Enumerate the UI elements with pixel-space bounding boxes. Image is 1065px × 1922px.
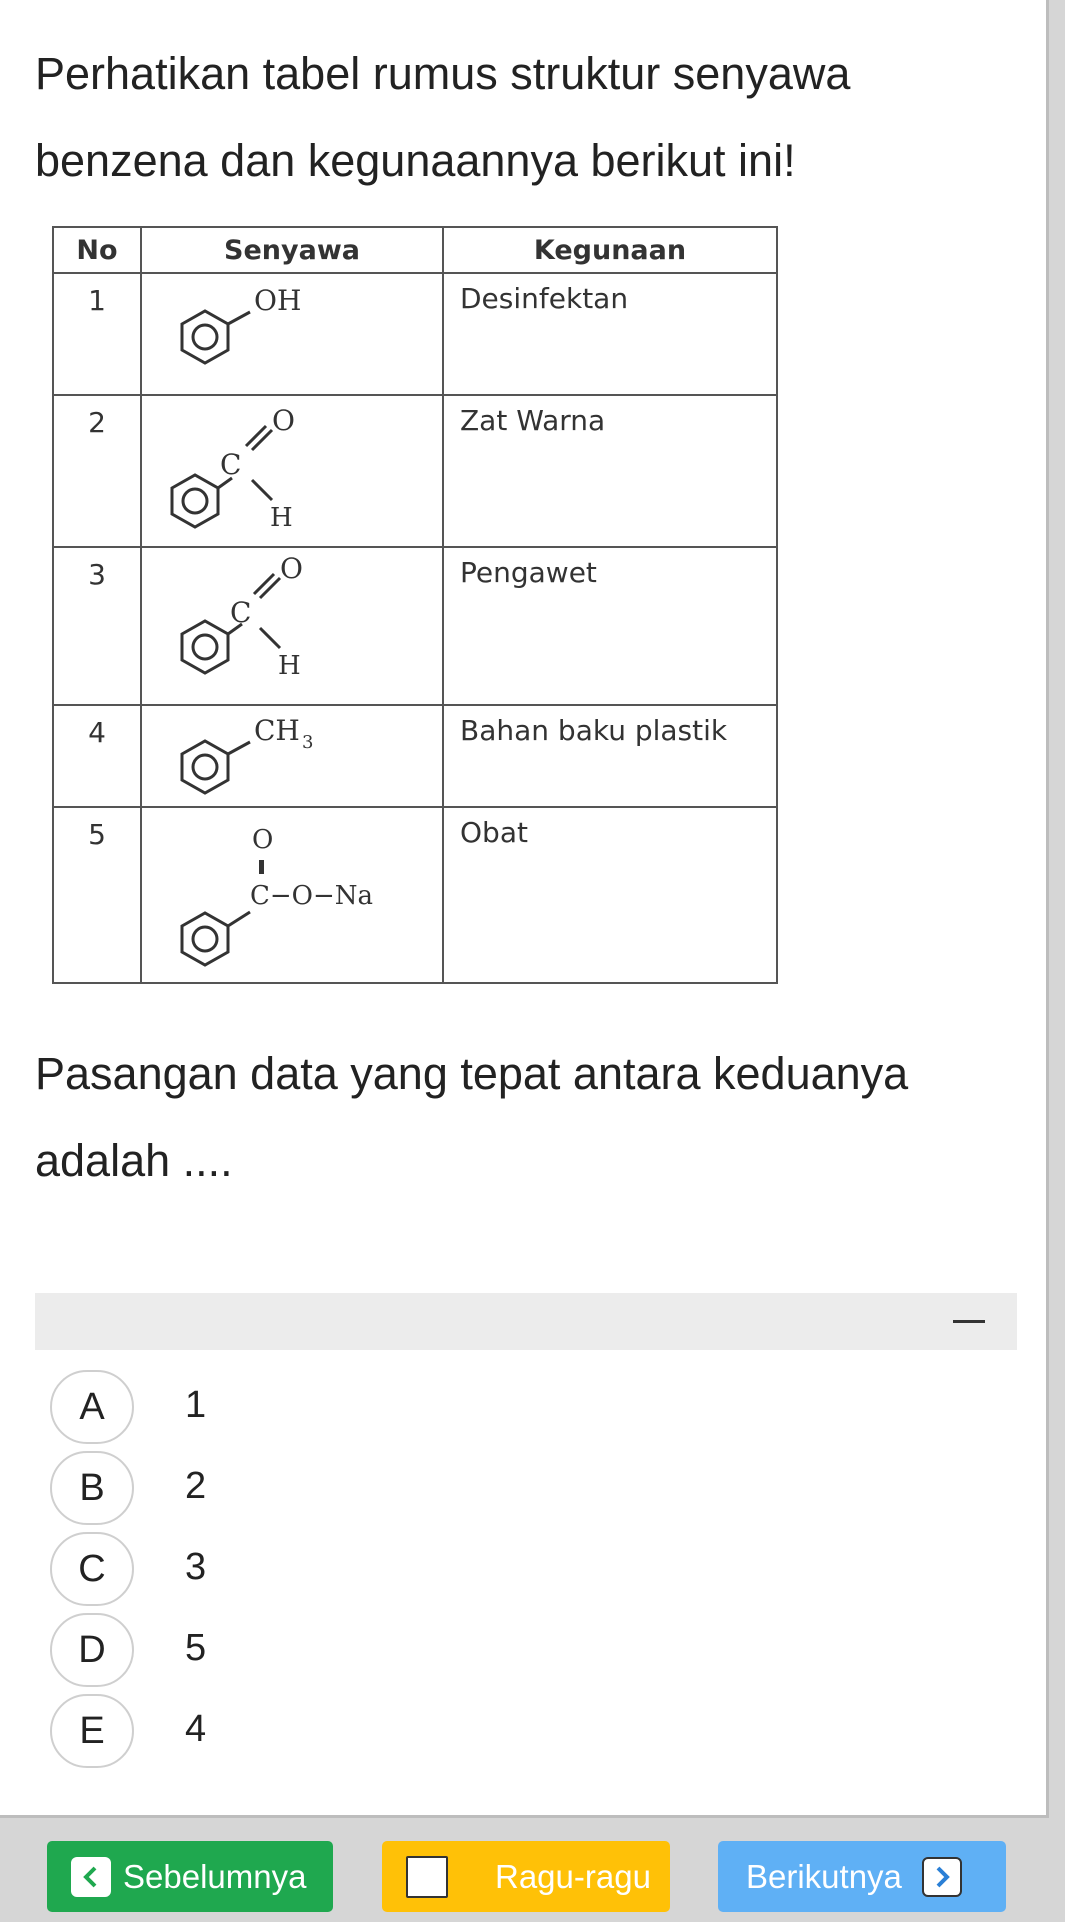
chevron-left-icon — [71, 1857, 111, 1897]
table-row — [53, 705, 777, 807]
svg-text:O: O — [280, 552, 303, 585]
answer-options — [50, 1368, 950, 1773]
header-kegunaan: Kegunaan — [443, 227, 777, 273]
compound-cell — [141, 807, 443, 983]
header-no: No — [53, 227, 141, 273]
option-text[interactable]: 1 — [185, 1384, 207, 1426]
option-letter[interactable]: D — [50, 1613, 134, 1687]
doubt-button[interactable] — [382, 1841, 670, 1912]
compound-cell — [141, 395, 443, 547]
compound-cell — [141, 547, 443, 705]
previous-button[interactable] — [47, 1841, 333, 1912]
next-button[interactable] — [718, 1841, 1006, 1912]
sodium-benzoate-structure — [142, 808, 442, 980]
row-number: 3 — [53, 547, 141, 705]
option-letter[interactable]: A — [50, 1370, 134, 1444]
option-d[interactable] — [50, 1611, 950, 1692]
table-row — [53, 807, 777, 983]
option-a[interactable] — [50, 1368, 950, 1449]
use-cell: Bahan baku plastik — [443, 705, 777, 807]
previous-label: Sebelumnya — [123, 1857, 307, 1895]
scroll-gutter — [1049, 0, 1065, 1922]
chevron-right-icon — [922, 1857, 962, 1897]
compound-cell — [141, 705, 443, 807]
svg-text:O: O — [272, 404, 295, 437]
substituent-label: OH — [254, 284, 302, 317]
row-number: 5 — [53, 807, 141, 983]
svg-text:CH: CH — [254, 714, 300, 747]
use-cell: Zat Warna — [443, 395, 777, 547]
table-row — [53, 395, 777, 547]
row-number: 2 — [53, 395, 141, 547]
svg-text:C−O−Na: C−O−Na — [250, 881, 374, 911]
phenol-structure — [142, 274, 442, 392]
benzaldehyde-structure — [142, 396, 442, 544]
svg-text:C: C — [230, 596, 252, 629]
row-number: 4 — [53, 705, 141, 807]
compound-cell — [141, 273, 443, 395]
benzaldehyde-structure — [142, 548, 442, 702]
option-c[interactable] — [50, 1530, 950, 1611]
svg-text:O: O — [252, 825, 274, 855]
answer-panel-header[interactable] — [35, 1293, 1017, 1350]
option-text[interactable]: 2 — [185, 1465, 207, 1507]
question-intro: Perhatikan tabel rumus struktur senyawa benzena dan kegunaannya berikut ini! — [35, 48, 851, 186]
option-b[interactable] — [50, 1449, 950, 1530]
table-header-row — [53, 227, 777, 273]
svg-text:3: 3 — [302, 732, 314, 753]
svg-text:H: H — [270, 503, 293, 533]
option-letter[interactable]: E — [50, 1694, 134, 1768]
option-text[interactable]: 5 — [185, 1627, 207, 1669]
question-prompt: Pasangan data yang tepat antara keduanya adalah .... — [35, 1048, 909, 1186]
table-row — [53, 547, 777, 705]
option-text[interactable]: 3 — [185, 1546, 207, 1588]
use-cell: Desinfektan — [443, 273, 777, 395]
svg-text:C: C — [220, 448, 242, 481]
use-cell: Pengawet — [443, 547, 777, 705]
option-e[interactable] — [50, 1692, 950, 1773]
checkbox-icon[interactable] — [406, 1856, 448, 1898]
table-row — [53, 273, 777, 395]
toluene-structure — [142, 706, 442, 804]
doubt-label: Ragu-ragu — [495, 1857, 651, 1895]
next-label: Berikutnya — [746, 1857, 902, 1895]
structure-table-figure — [52, 226, 778, 984]
navigation-footer — [0, 1818, 1065, 1922]
row-number: 1 — [53, 273, 141, 395]
header-senyawa: Senyawa — [141, 227, 443, 273]
minus-icon[interactable] — [953, 1320, 985, 1323]
option-letter[interactable]: B — [50, 1451, 134, 1525]
option-letter[interactable]: C — [50, 1532, 134, 1606]
option-text[interactable]: 4 — [185, 1708, 207, 1750]
svg-text:H: H — [278, 651, 301, 681]
structure-table — [52, 226, 778, 984]
use-cell: Obat — [443, 807, 777, 983]
